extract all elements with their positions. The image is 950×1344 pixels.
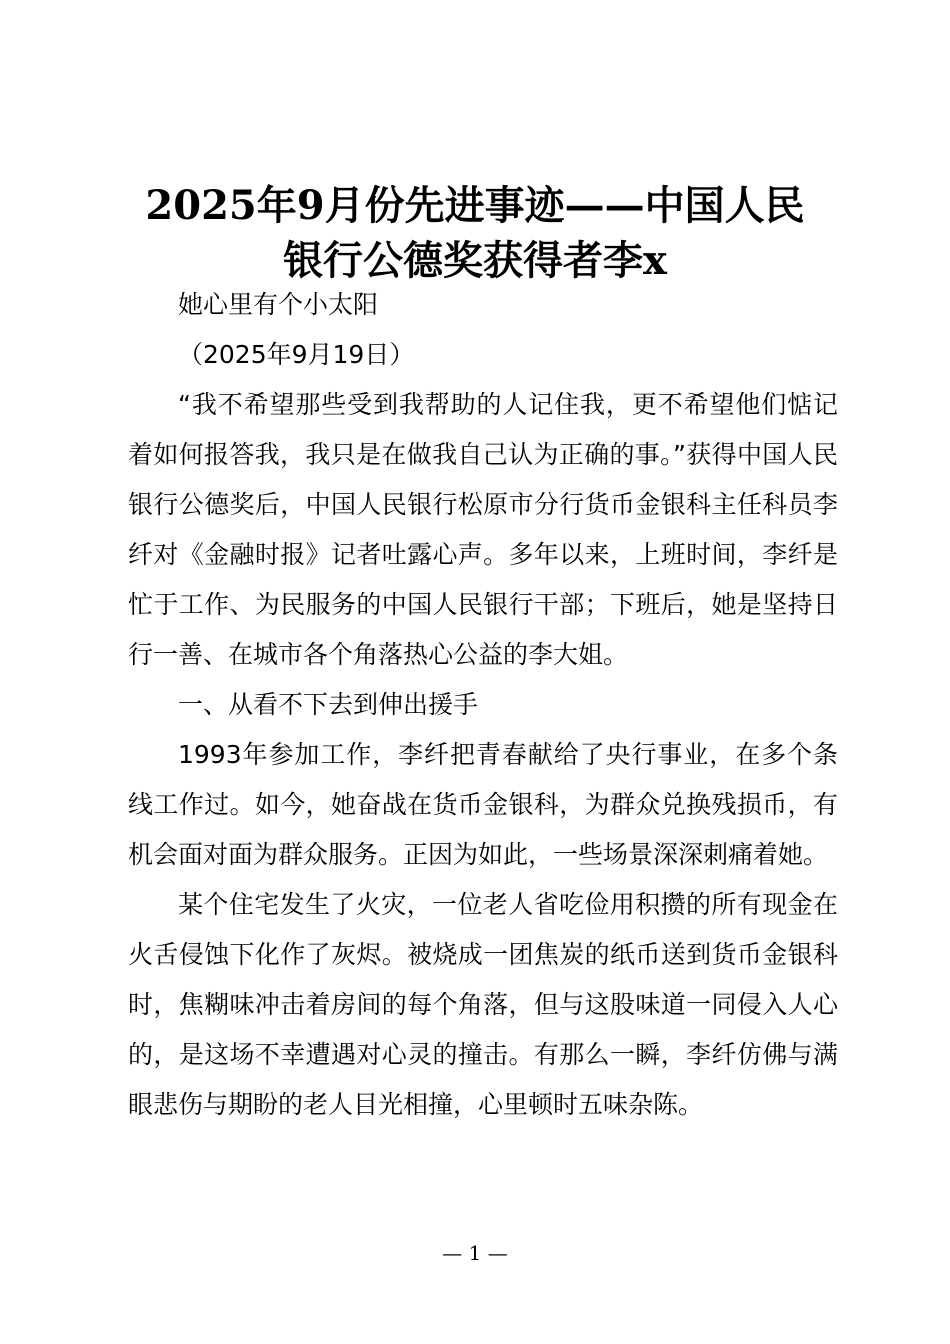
document-body — [128, 280, 838, 1130]
title-line-2: 银行公德奖获得者李x — [283, 237, 667, 284]
page-number: — 1 — — [442, 1241, 508, 1265]
document-title — [0, 178, 950, 288]
date-line: （2025年9月19日） — [178, 340, 415, 369]
paragraph: “我不希望那些受到我帮助的人记住我，更不希望他们惦记着如何报答我，我只是在做我自己认为正确的事。”获得中国人民银行公德奖后，中国人民银行松原市分行货币金银科主任科员李纤对《金融时报》记者吐露心声。多年以来，上班时间，李纤是忙于工作、为民服务的中国人民银行干部；下班后，她是坚持日行一善、在城市各个角落热心公益的李大姐。 — [128, 390, 838, 669]
section-heading: 一、从看不下去到伸出援手 — [178, 690, 479, 719]
paragraph: 某个住宅发生了火灾，一位老人省吃俭用积攒的所有现金在火舌侵蚀下化作了灰烬。被烧成一团焦炭的纸币送到货币金银科时，焦糊味冲击着房间的每个角落，但与这股味道一同侵入人心的，是这场不幸遭遇对心灵的撞击。有那么一瞬，李纤仿佛与满眼悲伤与期盼的老人目光相撞，心里顿时五味杂陈。 — [128, 890, 838, 1119]
subtitle: 她心里有个小太阳 — [178, 290, 379, 319]
paragraph: 1993年参加工作，李纤把青春献给了央行事业，在多个条线工作过。如今，她奋战在货币金银科，为群众兑换残损币，有机会面对面为群众服务。正因为如此，一些场景深深刺痛着她。 — [128, 740, 838, 869]
title-line-1: 2025年9月份先进事迹——中国人民 — [145, 182, 805, 229]
